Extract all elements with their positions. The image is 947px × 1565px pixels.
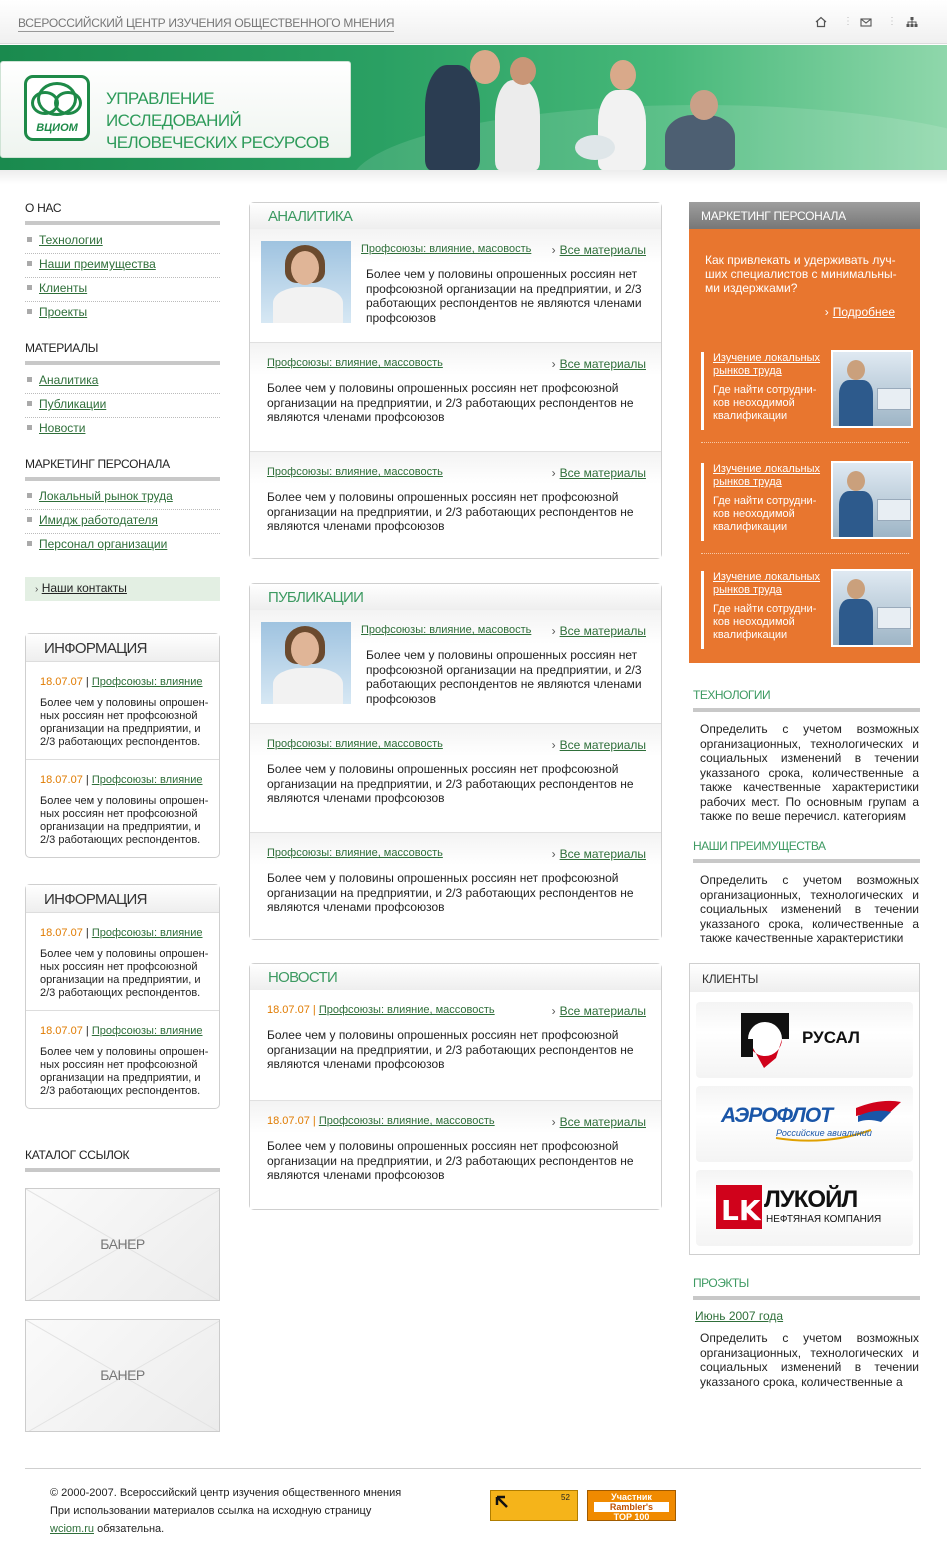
- article-text: Более чем у половины опрошенных россиян нет профсоюзной организации на предприятии, и 2/3 работающих респондентов не являются членами профсоюзов: [267, 381, 634, 424]
- projects-text: Определить с учетом возможных организационных, технологических и социальных изменений в течении указзаного срока, количественные а: [700, 1331, 919, 1389]
- news-text: Более чем у половины опрошенных россиян нет профсоюзной организации на предприятии, и 2/3 работающих респондентов.: [40, 795, 209, 846]
- clients-title: КЛИЕНТЫ: [690, 964, 919, 992]
- left-nav-projects[interactable]: Проекты: [25, 302, 220, 326]
- marketing-item-text: Где найти сотрудников неоходимой квалификации: [713, 495, 817, 533]
- contacts-link[interactable]: Наши контакты: [41, 581, 127, 595]
- article-item: [250, 342, 661, 451]
- article-text: Более чем у половины опрошенных россиян нет профсоюзной организации на предприятии, и 2/3 работающих респондентов не являются членами профсоюзов: [366, 267, 642, 325]
- news-title: НОВОСТИ: [250, 964, 661, 990]
- technologies-text: Определить с учетом возможных организационных, технологических и социальных изменений в течении указзаного срока, количественные а также качественные характеристики рабочих мест. По основным групам а также по веше перечисл. категориям: [700, 722, 919, 823]
- rusal-logo[interactable]: РУСАЛ: [696, 1002, 913, 1078]
- news-text: Более чем у половины опрошенных россиян нет профсоюзной организации на предприятии, и 2/3 работающих респондентов не являются членами профсоюзов: [267, 1028, 634, 1071]
- news-category-link[interactable]: Профсоюзы: влияние, массовость: [318, 1115, 495, 1127]
- all-materials-link[interactable]: › Все материалы: [552, 1004, 646, 1018]
- all-materials-link[interactable]: › Все материалы: [552, 847, 646, 861]
- article-item: [250, 832, 661, 939]
- article-text: Более чем у половины опрошенных россиян нет профсоюзной организации на предприятии, и 2/3 работающих респондентов не являются членами профсоюзов: [267, 871, 634, 914]
- info-news-item: 18.07.07 | Профсоюзы: влияние Более чем у половины опрошенных россиян нет профсоюзной организации на предприятии, и 2/3 работающих респондентов.: [40, 1025, 209, 1097]
- info-news-item: 18.07.07 | Профсоюзы: влияние Более чем у половины опрошенных россиян нет профсоюзной организации на предприятии, и 2/3 работающих респондентов.: [26, 913, 219, 1011]
- info-box-title: ИНФОРМАЦИЯ: [26, 885, 219, 913]
- left-section-title-marketing: МАРКЕТИНГ ПЕРСОНАЛА: [25, 457, 220, 481]
- all-materials-link[interactable]: › Все материалы: [552, 1115, 646, 1129]
- news-box: [249, 963, 662, 1210]
- news-category-link[interactable]: Профсоюзы: влияние, массовость: [318, 1004, 495, 1016]
- left-nav-publications[interactable]: Публикации: [25, 394, 220, 418]
- news-link[interactable]: Профсоюзы: влияние: [91, 774, 203, 786]
- marketing-item-link[interactable]: Изучение локальных рынков труда: [713, 571, 821, 596]
- news-text: Более чем у половины опрошенных россиян нет профсоюзной организации на предприятии, и 2/3 работающих респондентов.: [40, 948, 209, 999]
- more-link[interactable]: Подробнее: [832, 305, 895, 319]
- news-link[interactable]: Профсоюзы: влияние: [91, 1025, 203, 1037]
- article-category-link[interactable]: Профсоюзы: влияние, массовость: [267, 738, 443, 750]
- article-category-link[interactable]: Профсоюзы: влияние, массовость: [267, 466, 443, 478]
- info-news-item: 18.07.07 | Профсоюзы: влияние Более чем у половины опрошенных россиян нет профсоюзной организации на предприятии, и 2/3 работающих респондентов.: [26, 662, 219, 760]
- divider: [701, 442, 909, 443]
- article-item: [250, 610, 661, 723]
- left-nav-technologies[interactable]: Технологии: [25, 230, 220, 254]
- marketing-item: [701, 352, 909, 430]
- left-section-title-about: О НАС: [25, 201, 220, 225]
- vciom-logo[interactable]: [24, 75, 90, 141]
- projects-title: ПРОЭКТЫ: [693, 1276, 920, 1300]
- news-date: 18.07.07: [40, 1025, 83, 1037]
- advantages-text: Определить с учетом возможных организационных, технологических и социальных изменений в течении указзаного срока, количественные а также качественные характеристики: [700, 873, 919, 945]
- left-nav-personnel[interactable]: Персонал организации: [25, 534, 220, 558]
- ad-banner-placeholder[interactable]: БАНЕР: [25, 1188, 220, 1301]
- marketing-item-text: Где найти сотрудников неоходимой квалификации: [713, 603, 817, 641]
- footer-copyright: © 2000-2007. Всероссийский центр изучения общественного мнения При использовании материалов ссылка на исходную страницу wciom.ru обязательна.: [50, 1487, 402, 1535]
- marketing-item: [701, 571, 909, 649]
- site-tagline: УПРАВЛЕНИЕ ИССЛЕДОВАНИЙ ЧЕЛОВЕЧЕСКИХ РЕСУРСОВ: [106, 89, 330, 152]
- left-nav-advantages[interactable]: Наши преимущества: [25, 254, 220, 278]
- article-text: Более чем у половины опрошенных россиян нет профсоюзной организации на предприятии, и 2/3 работающих респондентов не являются членами профсоюзов: [267, 762, 634, 805]
- woman-phone-photo: [261, 241, 351, 323]
- org-name: ВСЕРОССИЙСКИЙ ЦЕНТР ИЗУЧЕНИЯ ОБЩЕСТВЕННОГО МНЕНИЯ: [18, 16, 395, 30]
- liveinternet-counter[interactable]: 52: [490, 1490, 578, 1521]
- all-materials-link[interactable]: › Все материалы: [552, 624, 646, 638]
- all-materials-link[interactable]: › Все материалы: [552, 243, 646, 257]
- news-date: 18.07.07: [267, 1004, 310, 1016]
- projects-date-link[interactable]: Июнь 2007 года: [695, 1309, 784, 1323]
- news-date: 18.07.07: [40, 774, 83, 786]
- news-item: 18.07.07 | Профсоюзы: влияние, массовость › Все материалы Более чем у половины опрошенных россиян нет профсоюзной организации на предприятии, и 2/3 работающих респондентов не являются членами профсоюзов: [250, 990, 661, 1100]
- marketing-item-link[interactable]: Изучение локальных рынков труда: [713, 463, 821, 488]
- news-link[interactable]: Профсоюзы: влияние: [91, 927, 203, 939]
- woman-phone-photo: [261, 622, 351, 704]
- footer-divider: [25, 1468, 921, 1469]
- technologies-title: ТЕХНОЛОГИИ: [693, 688, 920, 712]
- marketing-question: Как привлекать и удерживать лучших специалистов с минимальными издержками?: [705, 253, 897, 295]
- marketing-item-text: Где найти сотрудников неоходимой квалификации: [713, 384, 817, 422]
- news-date: 18.07.07: [40, 927, 83, 939]
- mail-icon[interactable]: [860, 16, 872, 28]
- sitemap-icon[interactable]: [906, 16, 918, 28]
- left-nav-local-market[interactable]: Локальный рынок труда: [25, 486, 220, 510]
- logo-text: ВЦИОМ: [36, 122, 78, 134]
- left-nav-analytics[interactable]: Аналитика: [25, 370, 220, 394]
- publications-box: [249, 583, 662, 940]
- info-box: [25, 884, 220, 1109]
- article-item: [250, 229, 661, 342]
- lukoil-logo[interactable]: LK ЛУКОЙЛ НЕФТЯНАЯ КОМПАНИЯ: [696, 1170, 913, 1246]
- office-photo: [831, 461, 913, 539]
- left-nav-news[interactable]: Новости: [25, 418, 220, 442]
- marketing-item: [701, 463, 909, 541]
- article-category-link[interactable]: Профсоюзы: влияние, масовость: [361, 624, 532, 636]
- article-text: Более чем у половины опрошенных россиян нет профсоюзной организации на предприятии, и 2/3 работающих респондентов не являются членами профсоюзов: [267, 490, 634, 533]
- all-materials-link[interactable]: › Все материалы: [552, 466, 646, 480]
- office-photo: [831, 569, 913, 647]
- article-item: [250, 451, 661, 558]
- analytics-title: АНАЛИТИКА: [250, 203, 661, 229]
- info-box: [25, 633, 220, 858]
- clients-box: [689, 963, 920, 1255]
- left-nav-employer-image[interactable]: Имидж работодателя: [25, 510, 220, 534]
- news-text: Более чем у половины опрошенных россиян нет профсоюзной организации на предприятии, и 2/3 работающих респондентов.: [40, 1046, 209, 1097]
- article-category-link[interactable]: Профсоюзы: влияние, массовость: [267, 847, 443, 859]
- divider: [701, 553, 909, 554]
- arrow-icon: ›: [824, 305, 829, 319]
- rambler-top100-counter[interactable]: Участник Rambler's TOP 100: [587, 1490, 676, 1521]
- news-date: 18.07.07: [40, 676, 83, 688]
- news-link[interactable]: Профсоюзы: влияние: [91, 676, 203, 688]
- svg-text:LK: LK: [721, 1194, 761, 1227]
- separator: ⋮: [843, 16, 853, 27]
- catalog-title: КАТАЛОГ ССЫЛОК: [25, 1148, 220, 1172]
- news-item: 18.07.07 | Профсоюзы: влияние, массовость › Все материалы Более чем у половины опрошенных россиян нет профсоюзной организации на предприятии, и 2/3 работающих респондентов не являются членами профсоюзов: [250, 1100, 661, 1209]
- info-news-item: 18.07.07 | Профсоюзы: влияние Более чем у половины опрошенных россиян нет профсоюзной организации на предприятии, и 2/3 работающих респондентов.: [40, 774, 209, 846]
- article-item: [250, 723, 661, 832]
- left-section-title-materials: МАТЕРИАЛЫ: [25, 341, 220, 365]
- marketing-panel: [689, 202, 920, 663]
- footer-site-link[interactable]: wciom.ru: [50, 1523, 95, 1535]
- banner-shadow: [0, 170, 947, 184]
- advantages-title: НАШИ ПРЕИМУЩЕСТВА: [693, 839, 920, 863]
- contacts-link-box[interactable]: [25, 577, 220, 601]
- article-text: Более чем у половины опрошенных россиян нет профсоюзной организации на предприятии, и 2/3 работающих респондентов не являются членами профсоюзов: [366, 648, 642, 706]
- office-photo: [831, 350, 913, 428]
- arrow-icon: ›: [35, 584, 39, 595]
- info-box-title: ИНФОРМАЦИЯ: [26, 634, 219, 662]
- analytics-box: [249, 202, 662, 559]
- marketing-item-link[interactable]: Изучение локальных рынков труда: [713, 352, 821, 377]
- news-date: 18.07.07: [267, 1115, 310, 1127]
- separator: ⋮: [887, 16, 897, 27]
- article-category-link[interactable]: Профсоюзы: влияние, масовость: [361, 243, 532, 255]
- aeroflot-logo[interactable]: АЭРОФЛОТ Российские авиалинии: [696, 1086, 913, 1162]
- home-icon[interactable]: [815, 16, 827, 28]
- marketing-title: МАРКЕТИНГ ПЕРСОНАЛА: [689, 202, 920, 229]
- article-category-link[interactable]: Профсоюзы: влияние, массовость: [267, 357, 443, 369]
- news-text: Более чем у половины опрошенных россиян нет профсоюзной организации на предприятии, и 2/3 работающих респондентов.: [40, 697, 209, 748]
- news-text: Более чем у половины опрошенных россиян нет профсоюзной организации на предприятии, и 2/3 работающих респондентов не являются членами профсоюзов: [267, 1139, 634, 1182]
- ad-banner-placeholder[interactable]: БАНЕР: [25, 1319, 220, 1432]
- publications-title: ПУБЛИКАЦИИ: [250, 584, 661, 610]
- left-nav-clients[interactable]: Клиенты: [25, 278, 220, 302]
- all-materials-link[interactable]: › Все материалы: [552, 357, 646, 371]
- all-materials-link[interactable]: › Все материалы: [552, 738, 646, 752]
